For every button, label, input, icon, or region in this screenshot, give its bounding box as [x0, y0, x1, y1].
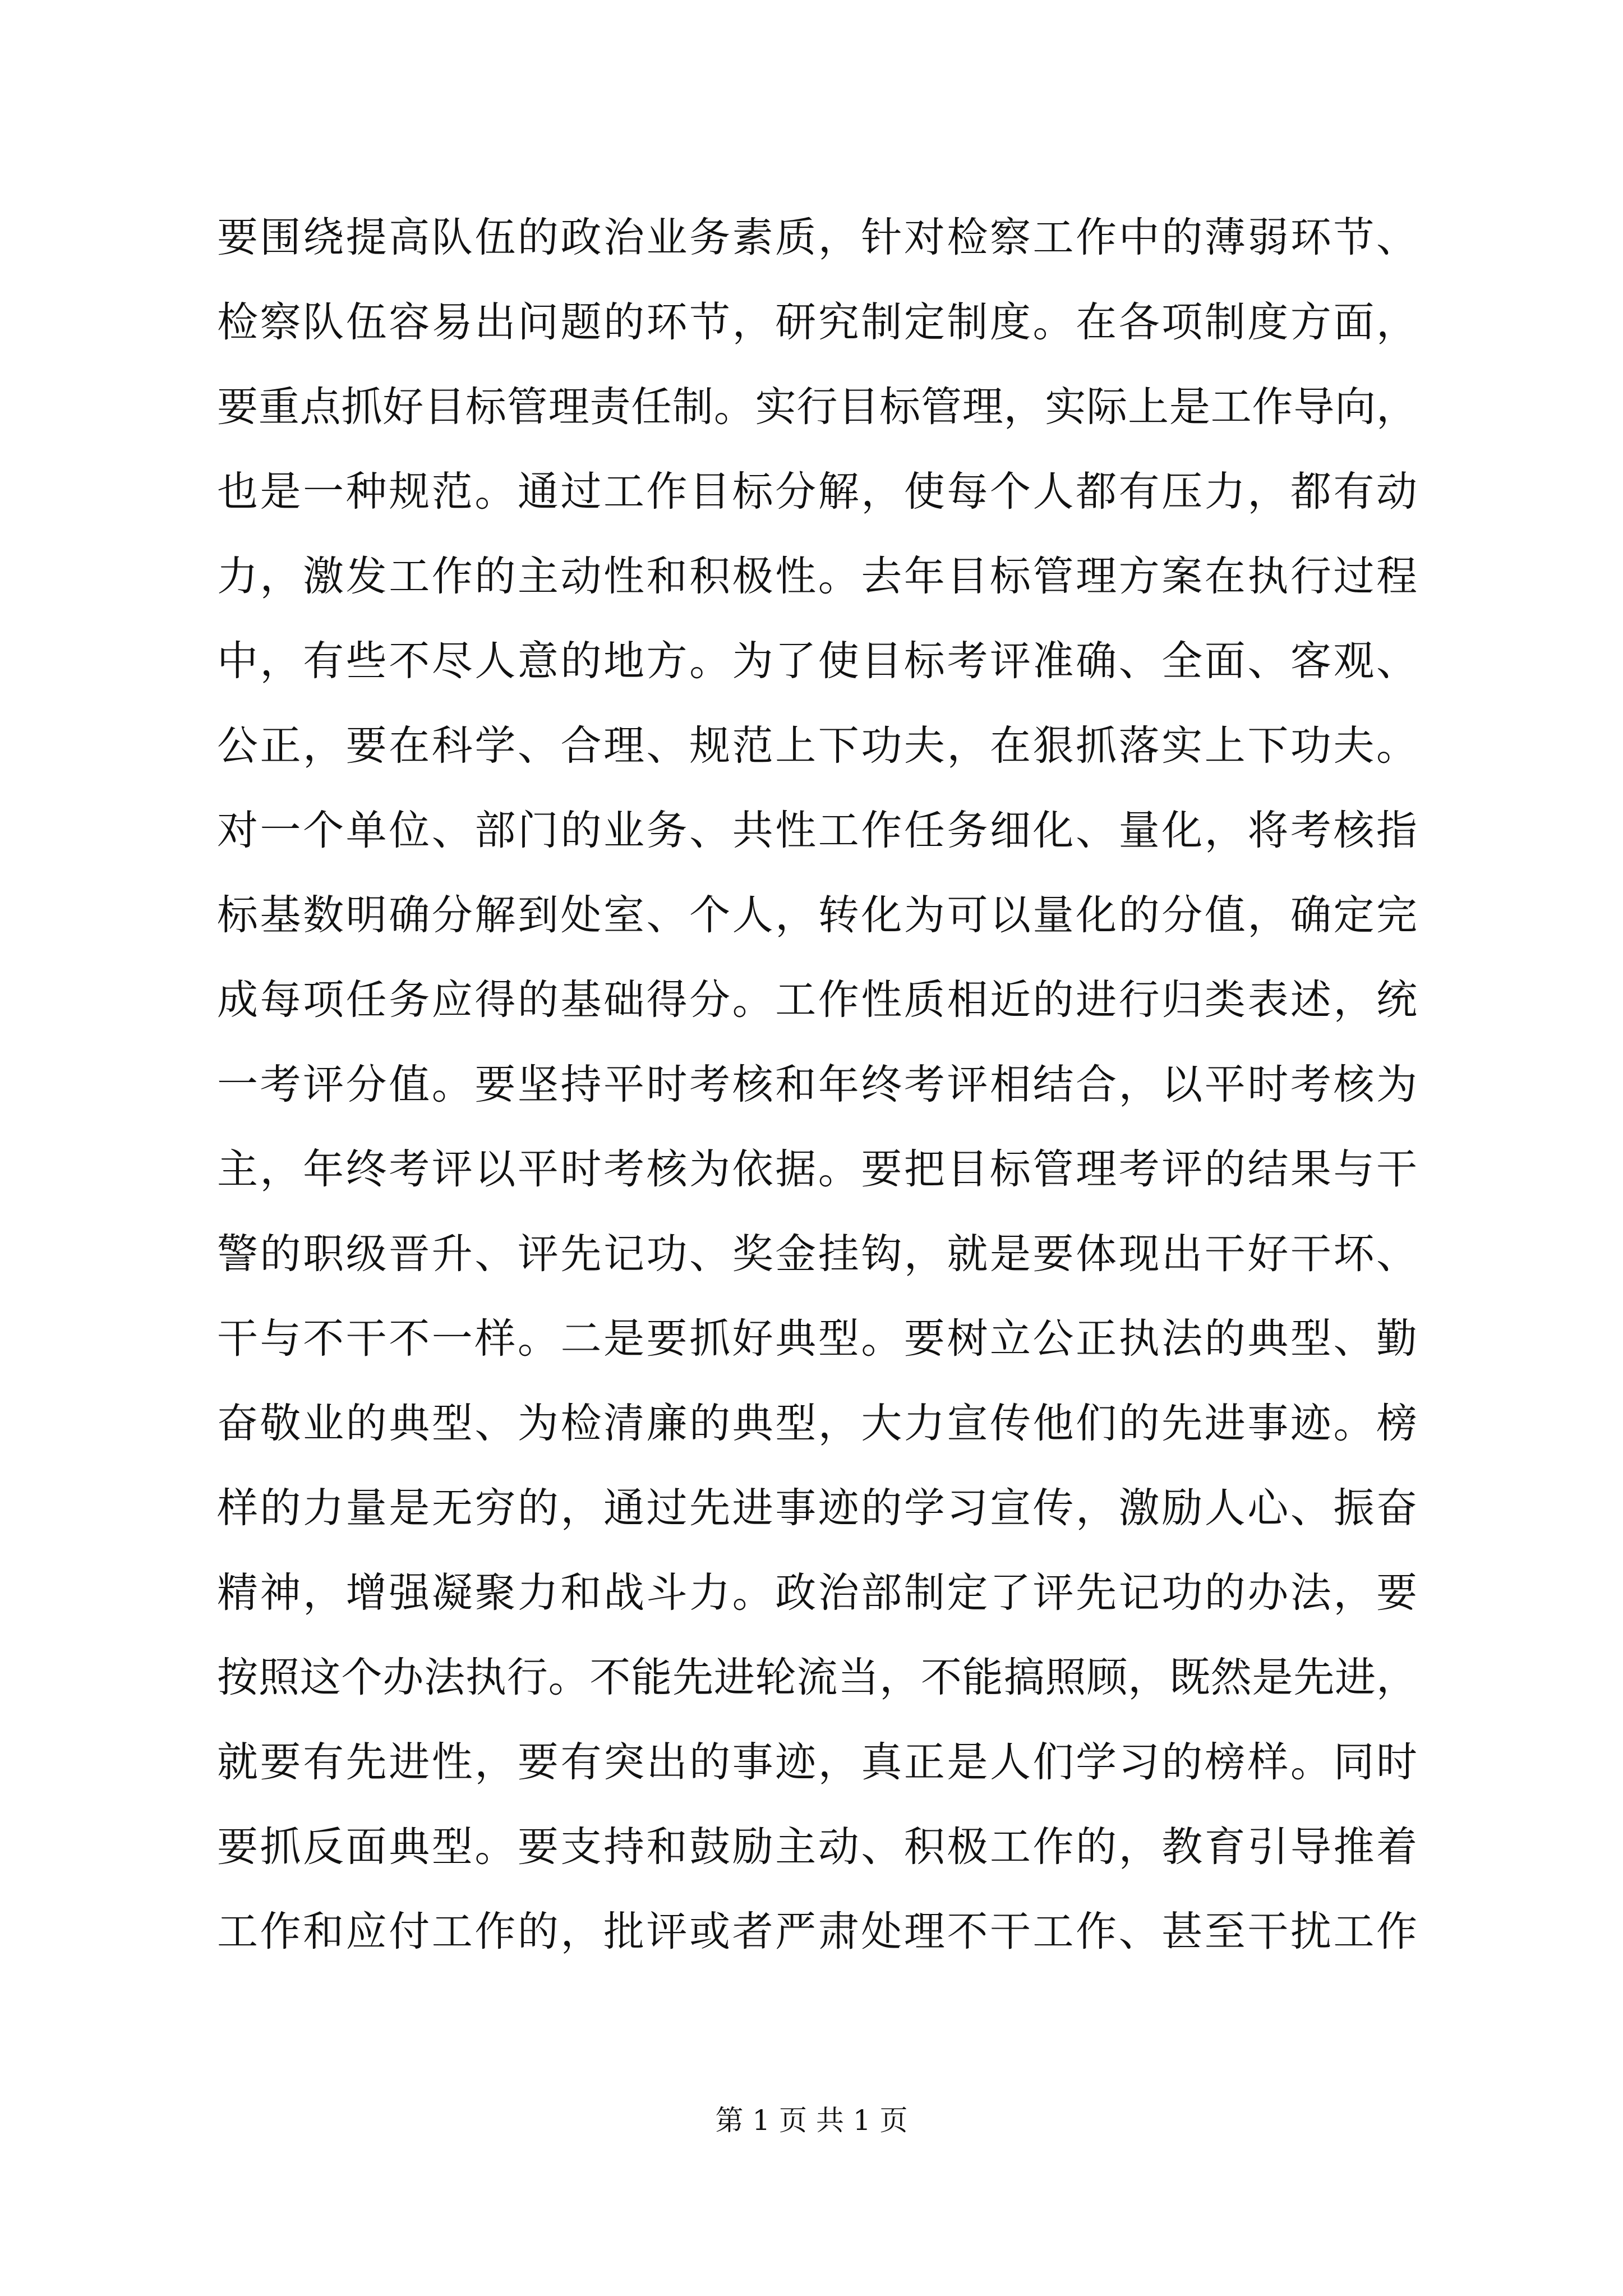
text-line-16: 样的力量是无穷的，通过先进事迹的学习宣传，激励人心、振奋	[217, 1484, 1417, 1532]
text-line-20: 要抓反面典型。要支持和鼓励主动、积极工作的，教育引导推着	[217, 1823, 1417, 1871]
text-line-18: 按照这个办法执行。不能先进轮流当，不能搞照顾，既然是先进，	[217, 1654, 1417, 1701]
text-line-1: 要围绕提高队伍的政治业务素质，针对检察工作中的薄弱环节、	[217, 214, 1417, 261]
text-line-15: 奋敬业的典型、为检清廉的典型，大力宣传他们的先进事迹。榜	[217, 1400, 1417, 1447]
text-line-2: 检察队伍容易出问题的环节，研究制定制度。在各项制度方面，	[217, 298, 1417, 346]
text-line-6: 中，有些不尽人意的地方。为了使目标考评准确、全面、客观、	[217, 637, 1417, 685]
text-line-5: 力，激发工作的主动性和积极性。去年目标管理方案在执行过程	[217, 553, 1417, 600]
text-line-8: 对一个单位、部门的业务、共性工作任务细化、量化，将考核指	[217, 807, 1417, 854]
text-line-17: 精神，增强凝聚力和战斗力。政治部制定了评先记功的办法，要	[217, 1569, 1417, 1617]
body-text	[217, 195, 1417, 1974]
text-line-14: 干与不干不一样。二是要抓好典型。要树立公正执法的典型、勤	[217, 1315, 1417, 1363]
text-line-10: 成每项任务应得的基础得分。工作性质相近的进行归类表述，统	[217, 976, 1417, 1024]
text-line-11: 一考评分值。要坚持平时考核和年终考评相结合，以平时考核为	[217, 1061, 1417, 1108]
text-line-12: 主，年终考评以平时考核为依据。要把目标管理考评的结果与干	[217, 1145, 1417, 1193]
text-line-19: 就要有先进性，要有突出的事迹，真正是人们学习的榜样。同时	[217, 1738, 1417, 1786]
text-line-13: 警的职级晋升、评先记功、奖金挂钩，就是要体现出干好干坏、	[217, 1230, 1417, 1278]
page-footer: 第 1 页 共 1 页	[715, 2104, 908, 2137]
text-line-4: 也是一种规范。通过工作目标分解，使每个人都有压力，都有动	[217, 468, 1417, 516]
text-line-9: 标基数明确分解到处室、个人，转化为可以量化的分值，确定完	[217, 891, 1417, 939]
text-line-7: 公正，要在科学、合理、规范上下功夫，在狠抓落实上下功夫。	[217, 722, 1417, 770]
text-line-3: 要重点抓好目标管理责任制。实行目标管理，实际上是工作导向，	[217, 383, 1417, 431]
text-line-21: 工作和应付工作的，批评或者严肃处理不干工作、甚至干扰工作	[217, 1908, 1417, 1955]
